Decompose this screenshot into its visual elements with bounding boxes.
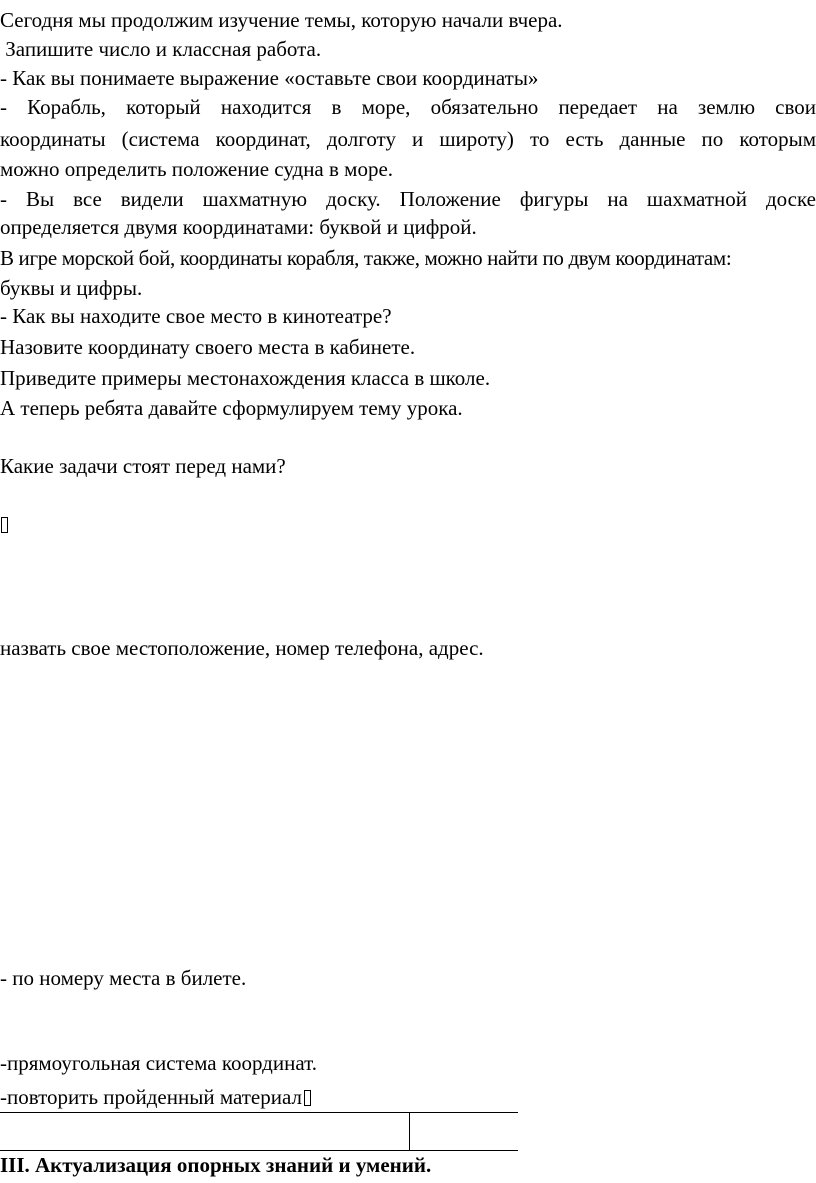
paragraph-line: можно определить положение судна в море.	[0, 157, 394, 181]
table-column-divider	[409, 1112, 410, 1151]
paragraph-text: -повторить пройденный материал	[0, 1085, 302, 1109]
table-border-top	[0, 1112, 518, 1113]
paragraph-line: - Как вы понимаете выражение «оставьте свои координаты»	[0, 66, 539, 90]
paragraph-line: - Как вы находите свое место в кинотеатре?	[0, 304, 392, 328]
paragraph-line: Запишите число и классная работа.	[0, 37, 322, 61]
paragraph-line: Назовите координату своего места в кабинете.	[0, 335, 416, 359]
paragraph-line: определяется двумя координатами: буквой и цифрой.	[0, 215, 477, 239]
section-heading: III. Актуализация опорных знаний и умений.	[0, 1153, 432, 1177]
missing-glyph-icon	[1, 517, 8, 533]
paragraph-line: назвать свое местоположение, номер телефона, адрес.	[0, 636, 484, 660]
missing-glyph-icon	[304, 1090, 311, 1106]
paragraph-line-justified: - Корабль, который находится в море, обязательно передает на землю свои	[0, 95, 816, 119]
paragraph-line: Какие задачи стоят перед нами?	[0, 454, 286, 478]
paragraph-line: буквы и цифры.	[0, 276, 143, 300]
paragraph-line-justified: - Вы все видели шахматную доску. Положение фигуры на шахматной доске	[0, 187, 816, 211]
paragraph-line: Приведите примеры местонахождения класса в школе.	[0, 366, 491, 390]
paragraph-line: - по номеру места в билете.	[0, 966, 247, 990]
paragraph-line: Сегодня мы продолжим изучение темы, которую начали вчера.	[0, 8, 563, 32]
paragraph-line: -прямоугольная система координат.	[0, 1051, 317, 1075]
paragraph-line: А теперь ребята давайте сформулируем тему урока.	[0, 396, 463, 420]
paragraph-line	[0, 1083, 311, 1111]
paragraph-line: В игре морской бой, координаты корабля, также, можно найти по двум координатам:	[0, 246, 732, 270]
paragraph-line-justified: координаты (система координат, долготу и широту) то есть данные по которым	[0, 127, 816, 151]
